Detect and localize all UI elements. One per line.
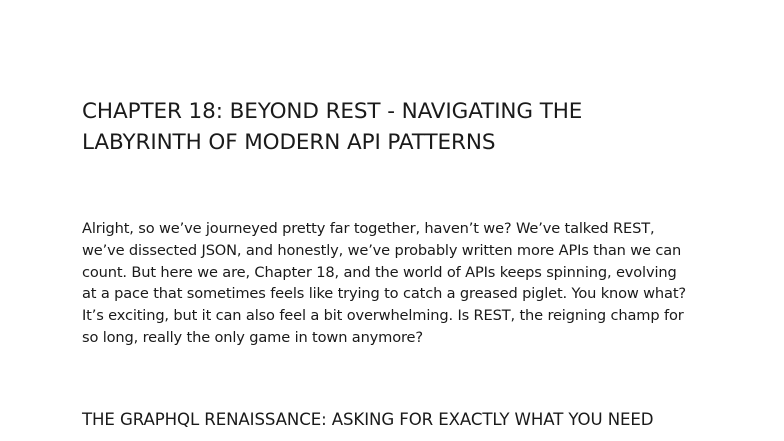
paragraph-line: at a pace that sometimes feels like trying to catch a greased piglet. You know what? [82,285,686,303]
chapter-title-line: CHAPTER 18: BEYOND REST - NAVIGATING THE [82,99,583,124]
paragraph-line: Alright, so we’ve journeyed pretty far together, haven’t we? We’ve talked REST, [82,220,655,237]
paragraph-line: we’ve dissected JSON, and honestly, we’ve probably written more APIs than we can [82,241,682,259]
paragraph-line: It’s exciting, but it can also feel a bit overwhelming. Is REST, the reigning champ for [82,307,684,325]
chapter-title-line: LABYRINTH OF MODERN API PATTERNS [82,130,496,155]
section-heading: THE GRAPHQL RENAISSANCE: ASKING FOR EXACTLY WHAT YOU NEED [82,410,654,429]
paragraph-line: so long, really the only game in town anymore? [82,328,423,346]
intro-paragraph [82,218,722,349]
chapter-title [82,96,702,158]
paragraph-line: count. But here we are, Chapter 18, and the world of APIs keeps spinning, evolving [82,263,677,281]
